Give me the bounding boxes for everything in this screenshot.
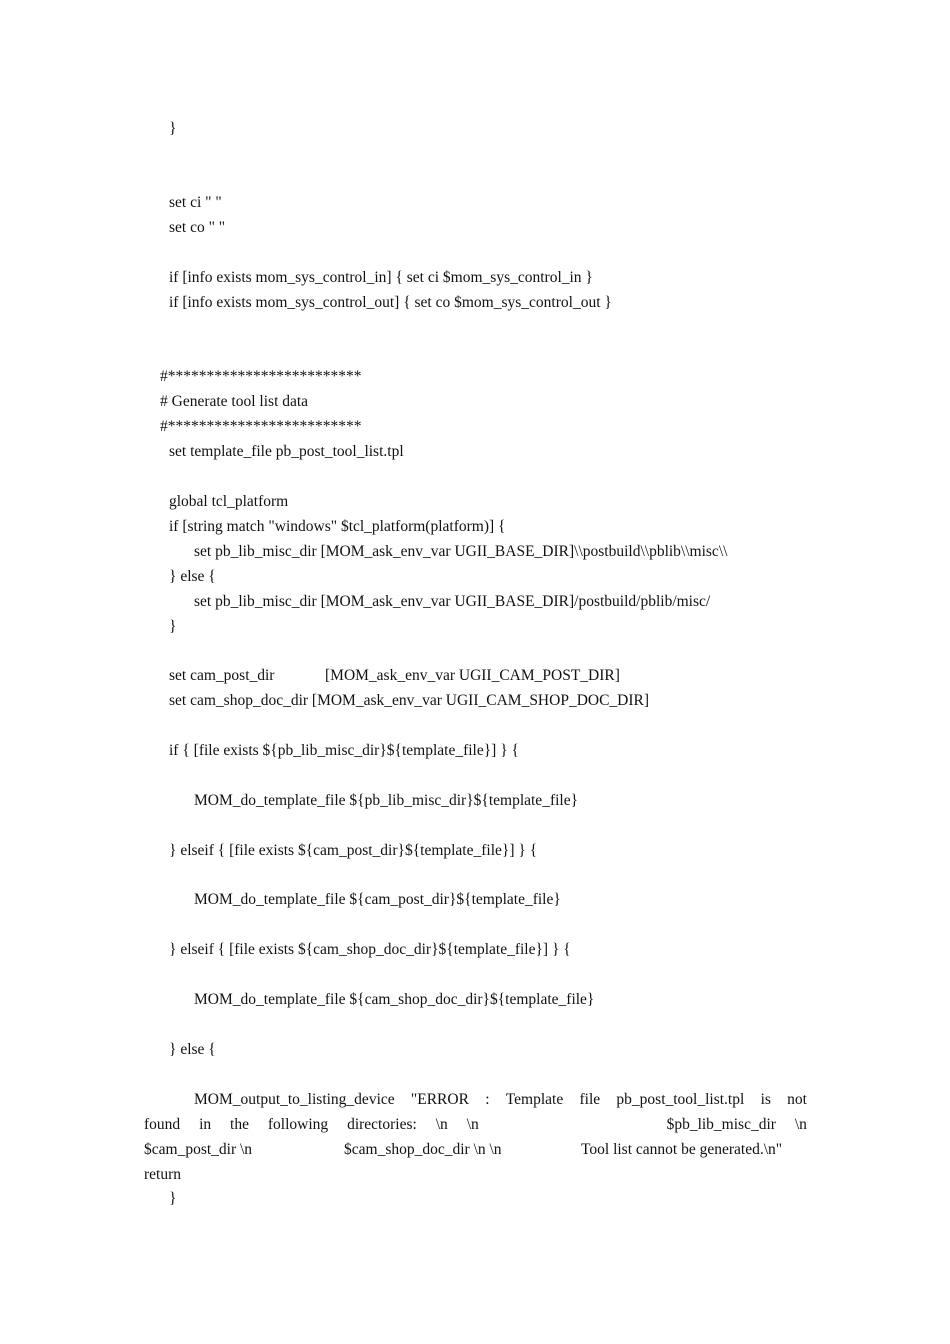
code-line: if [string match "windows" $tcl_platform(platform)] { <box>169 518 506 535</box>
word: is <box>760 1091 771 1108</box>
word: file <box>579 1091 601 1108</box>
word: \n <box>435 1116 448 1133</box>
code-line-segment: $cam_shop_doc_dir \n \n <box>344 1141 502 1158</box>
code-line: MOM_do_template_file ${cam_post_dir}${template_file} <box>194 891 561 908</box>
code-line: set ci " " <box>169 194 222 211</box>
word: \n <box>794 1116 807 1133</box>
word: following <box>267 1116 329 1133</box>
code-line-segment: Tool list cannot be generated.\n" <box>581 1141 783 1158</box>
word: directories: <box>347 1116 417 1133</box>
code-line: } else { <box>169 568 216 585</box>
word: Template <box>505 1091 564 1108</box>
word: : <box>485 1091 490 1108</box>
word: found <box>144 1116 181 1133</box>
code-line: MOM_do_template_file ${cam_shop_doc_dir}${template_file} <box>194 991 595 1008</box>
code-line: set co " " <box>169 219 226 236</box>
comment-line: #************************* <box>160 368 362 385</box>
word: not <box>787 1091 807 1108</box>
code-line: set cam_shop_doc_dir [MOM_ask_env_var UGII_CAM_SHOP_DOC_DIR] <box>169 692 650 709</box>
justified-code-line <box>144 1116 807 1134</box>
code-line: } <box>169 618 177 635</box>
word: pb_post_tool_list.tpl <box>616 1091 745 1108</box>
comment-line: # Generate tool list data <box>160 393 309 410</box>
code-line: } <box>169 1190 177 1207</box>
word: the <box>230 1116 249 1133</box>
code-line: return <box>144 1166 182 1183</box>
code-line: set pb_lib_misc_dir [MOM_ask_env_var UGII_BASE_DIR]\\postbuild\\pblib\\misc\\ <box>194 543 728 560</box>
word: "ERROR <box>410 1091 469 1108</box>
code-line: if [info exists mom_sys_control_out] { set co $mom_sys_control_out } <box>169 294 612 311</box>
code-line: set template_file pb_post_tool_list.tpl <box>169 443 404 460</box>
code-line: MOM_do_template_file ${pb_lib_misc_dir}${template_file} <box>194 792 579 809</box>
code-line: global tcl_platform <box>169 493 289 510</box>
code-line: set pb_lib_misc_dir [MOM_ask_env_var UGII_BASE_DIR]/postbuild/pblib/misc/ <box>194 593 711 610</box>
justified-code-line <box>194 1091 807 1109</box>
code-line: } else { <box>169 1041 216 1058</box>
code-line: set cam_post_dir <box>169 667 275 684</box>
word: $pb_lib_misc_dir <box>666 1116 776 1133</box>
word: in <box>199 1116 212 1133</box>
code-line-segment: $cam_post_dir \n <box>144 1141 253 1158</box>
word <box>498 1116 648 1134</box>
code-line: } <box>169 120 177 137</box>
code-line: } elseif { [file exists ${cam_post_dir}${template_file}] } { <box>169 842 538 859</box>
word: \n <box>466 1116 479 1133</box>
code-line: if [info exists mom_sys_control_in] { set ci $mom_sys_control_in } <box>169 269 593 286</box>
code-line: } elseif { [file exists ${cam_shop_doc_dir}${template_file}] } { <box>169 941 571 958</box>
word: MOM_output_to_listing_device <box>194 1091 395 1108</box>
code-line: if { [file exists ${pb_lib_misc_dir}${template_file}] } { <box>169 742 519 759</box>
comment-line: #************************* <box>160 418 362 435</box>
code-line: [MOM_ask_env_var UGII_CAM_POST_DIR] <box>325 667 620 684</box>
